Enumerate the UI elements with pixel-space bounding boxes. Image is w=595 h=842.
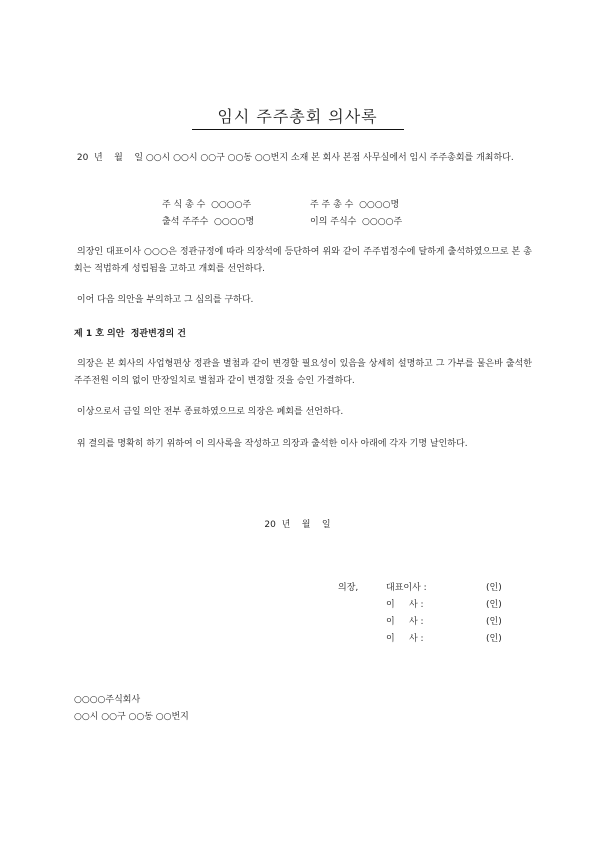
total-shareholders: 주 주 총 수 ○○○○명 xyxy=(310,200,400,210)
document-title: 임시 주주총회 의사록 xyxy=(217,107,378,126)
motion-paragraph: 의장은 본 회사의 사업형편상 정관을 별첨과 같이 변경할 필요성이 있음을 상세히 설명하고 그 가부를 물은바 출석한 주주전원 이의 없이 만장일치로 별첨과 같이 변경할 것을 승인 가결하다. xyxy=(74,359,535,386)
seal-mark: (인) xyxy=(486,617,502,627)
company-block xyxy=(74,692,189,726)
signature-row xyxy=(338,614,526,631)
closing-paragraph: 이상으로서 금일 의안 전부 종료하였으므로 의장은 폐회를 선언하다. xyxy=(74,407,344,417)
intro-paragraph: 20 년 월 일 ○○시 ○○시 ○○구 ○○동 ○○번지 소재 본 회사 본점 사무실에서 임시 주주총회를 개최하다. xyxy=(74,153,514,163)
agenda-paragraph: 이어 다음 의안을 부의하고 그 심의를 구하다. xyxy=(74,295,254,305)
chair-label xyxy=(338,597,386,614)
opening-paragraph: 의장인 대표이사 ○○○은 정관규정에 따라 의장석에 등단하여 위와 같이 주주법정수에 달하게 출석하였으므로 본 총회는 적법하게 성립됨을 고하고 개회를 선언하다. xyxy=(74,247,532,274)
chair-label: 의장, xyxy=(338,583,359,593)
stats-row xyxy=(162,197,458,214)
company-address: ○○시 ○○구 ○○동 ○○번지 xyxy=(74,712,189,722)
total-shares: 주 식 총 수 ○○○○주 xyxy=(162,200,252,210)
signature-block xyxy=(338,580,526,648)
company-name: ○○○○주식회사 xyxy=(74,695,141,705)
signer-role: 이 사 : xyxy=(386,617,424,627)
signature-row xyxy=(338,597,526,614)
record-paragraph: 위 결의를 명확히 하기 위하여 이 의사록을 작성하고 의장과 출석한 이사 아래에 각자 기명 날인하다. xyxy=(74,439,468,449)
stats-row xyxy=(162,214,458,231)
signature-row xyxy=(338,631,526,648)
signer-role: 대표이사 : xyxy=(386,583,427,593)
title-underline xyxy=(192,129,404,130)
share-stats-table xyxy=(162,197,458,231)
seal-mark: (인) xyxy=(486,600,502,610)
chair-label xyxy=(338,631,386,648)
seal-mark: (인) xyxy=(486,634,502,644)
agenda-item-heading: 제 1 호 의안 정관변경의 건 xyxy=(74,329,187,339)
chair-label xyxy=(338,614,386,631)
attending-shareholders: 출석 주주수 ○○○○명 xyxy=(162,217,255,227)
signer-role: 이 사 : xyxy=(386,634,424,644)
signer-role: 이 사 : xyxy=(386,600,424,610)
document-date: 20 년 월 일 xyxy=(264,520,331,530)
signature-row xyxy=(338,580,526,597)
seal-mark: (인) xyxy=(486,583,502,593)
objecting-shares: 이의 주식수 ○○○○주 xyxy=(310,217,403,227)
